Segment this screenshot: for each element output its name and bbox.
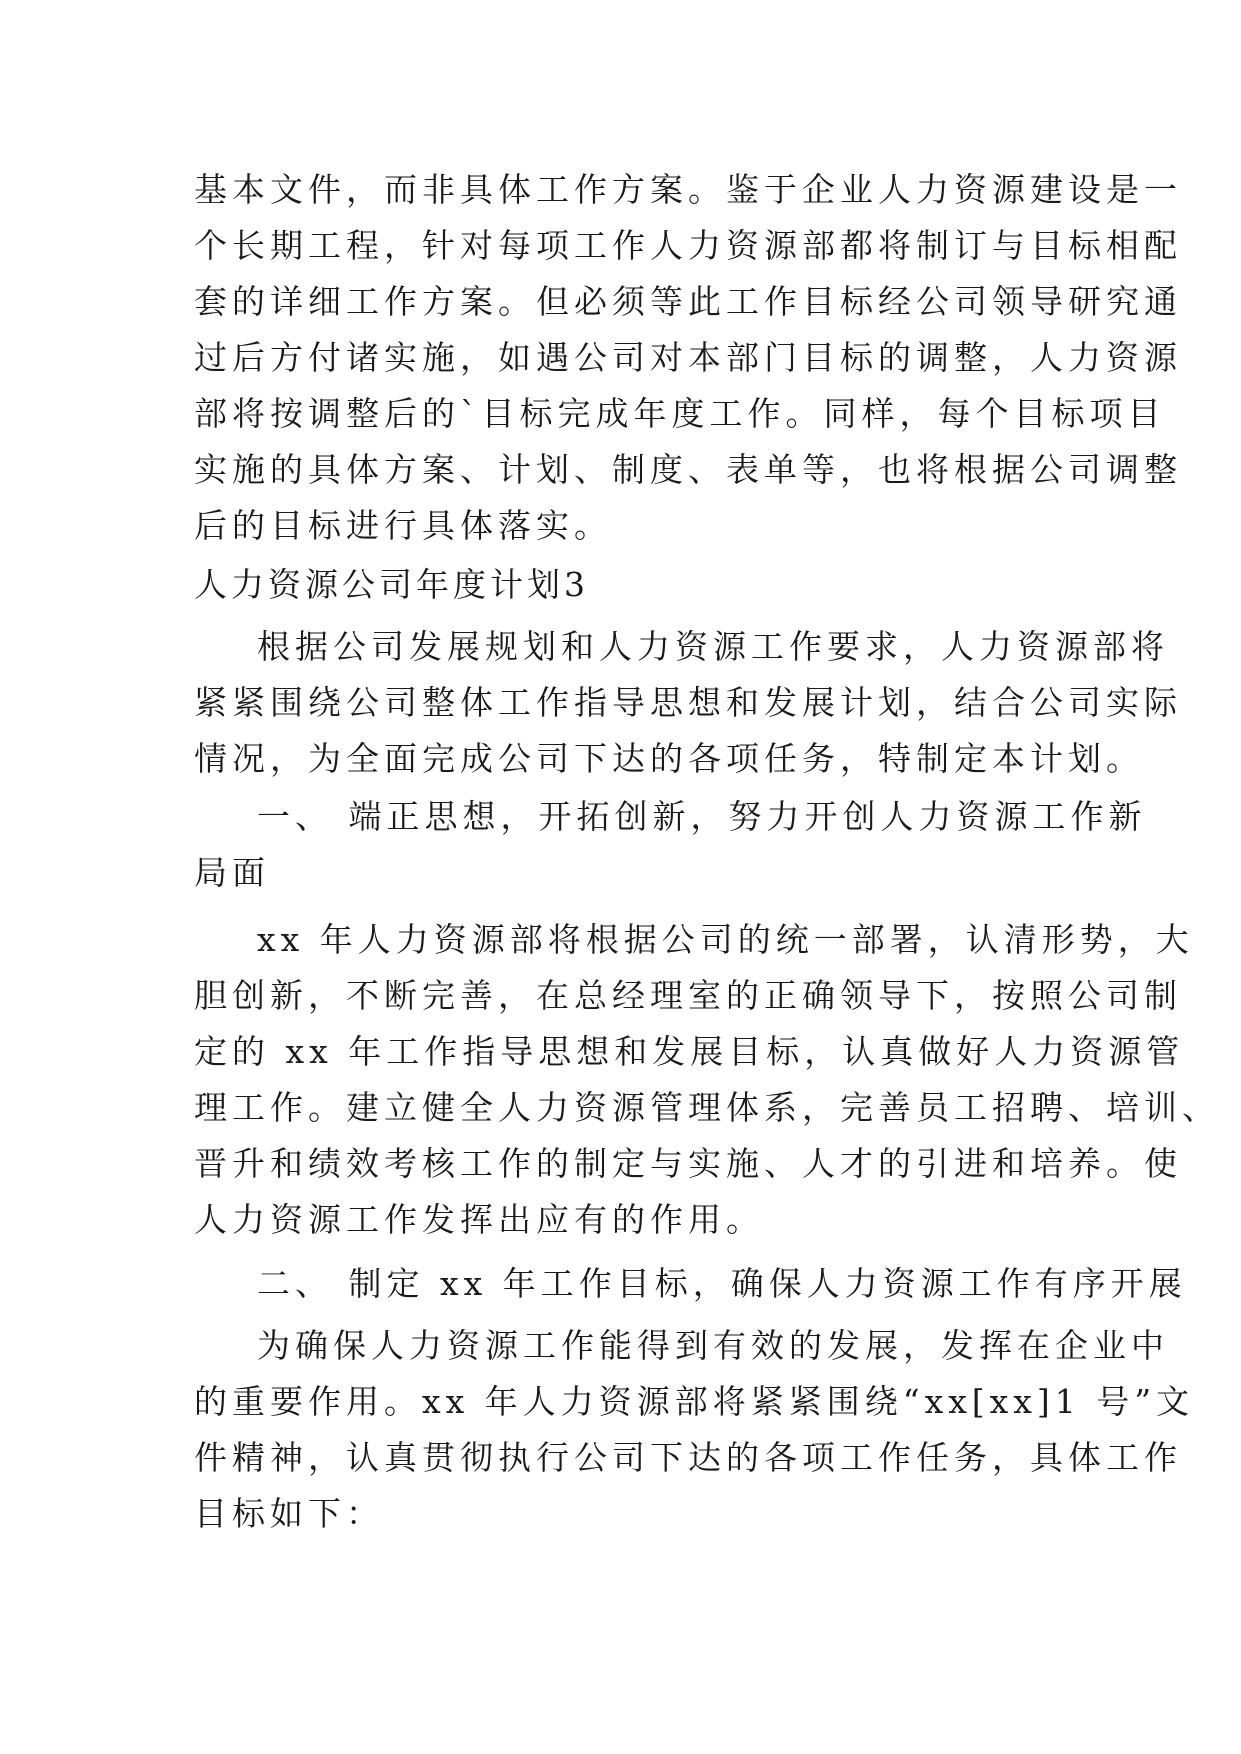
- text-line: 的重要作用。xx 年人力资源部将紧紧围绕“xx[xx]1 号”文: [194, 1382, 1195, 1421]
- subheading-line: 一、 端正思想，开拓创新，努力开创人力资源工作新: [257, 797, 1147, 836]
- subheading-line: 局面: [194, 853, 270, 892]
- text-line: 个长期工程，针对每项工作人力资源部都将制订与目标相配: [194, 226, 1182, 265]
- text-line: 实施的具体方案、计划、制度、表单等，也将根据公司调整: [194, 450, 1182, 489]
- text-line: 胆创新，不断完善，在总经理室的正确领导下，按照公司制: [194, 976, 1182, 1015]
- text-line: 根据公司发展规划和人力资源工作要求，人力资源部将: [257, 627, 1169, 666]
- text-line: 件精神，认真贯彻执行公司下达的各项工作任务，具体工作: [194, 1438, 1182, 1477]
- text-line: xx 年人力资源部将根据公司的统一部署，认清形势，大: [257, 920, 1194, 959]
- text-line: 情况，为全面完成公司下达的各项任务，特制定本计划。: [194, 739, 1144, 778]
- text-line: 部将按调整后的`目标完成年度工作。同样，每个目标项目: [194, 394, 1166, 433]
- text-line: 定的 xx 年工作指导思想和发展目标，认真做好人力资源管: [194, 1032, 1185, 1071]
- text-line: 基本文件，而非具体工作方案。鉴于企业人力资源建设是一: [194, 170, 1182, 209]
- text-line: 紧紧围绕公司整体工作指导思想和发展计划，结合公司实际: [194, 683, 1182, 722]
- text-line: 晋升和绩效考核工作的制定与实施、人才的引进和培养。使: [194, 1144, 1182, 1183]
- text-line: 套的详细工作方案。但必须等此工作目标经公司领导研究通: [194, 282, 1182, 321]
- text-line: 目标如下：: [194, 1494, 384, 1533]
- section-heading: 人力资源公司年度计划3: [194, 565, 589, 604]
- text-line: 人力资源工作发挥出应有的作用。: [194, 1200, 764, 1239]
- text-line: 理工作。建立健全人力资源管理体系，完善员工招聘、培训、: [194, 1088, 1220, 1127]
- text-line: 为确保人力资源工作能得到有效的发展，发挥在企业中: [257, 1326, 1169, 1365]
- text-line: 后的目标进行具体落实。: [194, 506, 612, 545]
- subheading-line: 二、 制定 xx 年工作目标，确保人力资源工作有序开展: [257, 1264, 1187, 1303]
- text-line: 过后方付诸实施，如遇公司对本部门目标的调整，人力资源: [194, 338, 1182, 377]
